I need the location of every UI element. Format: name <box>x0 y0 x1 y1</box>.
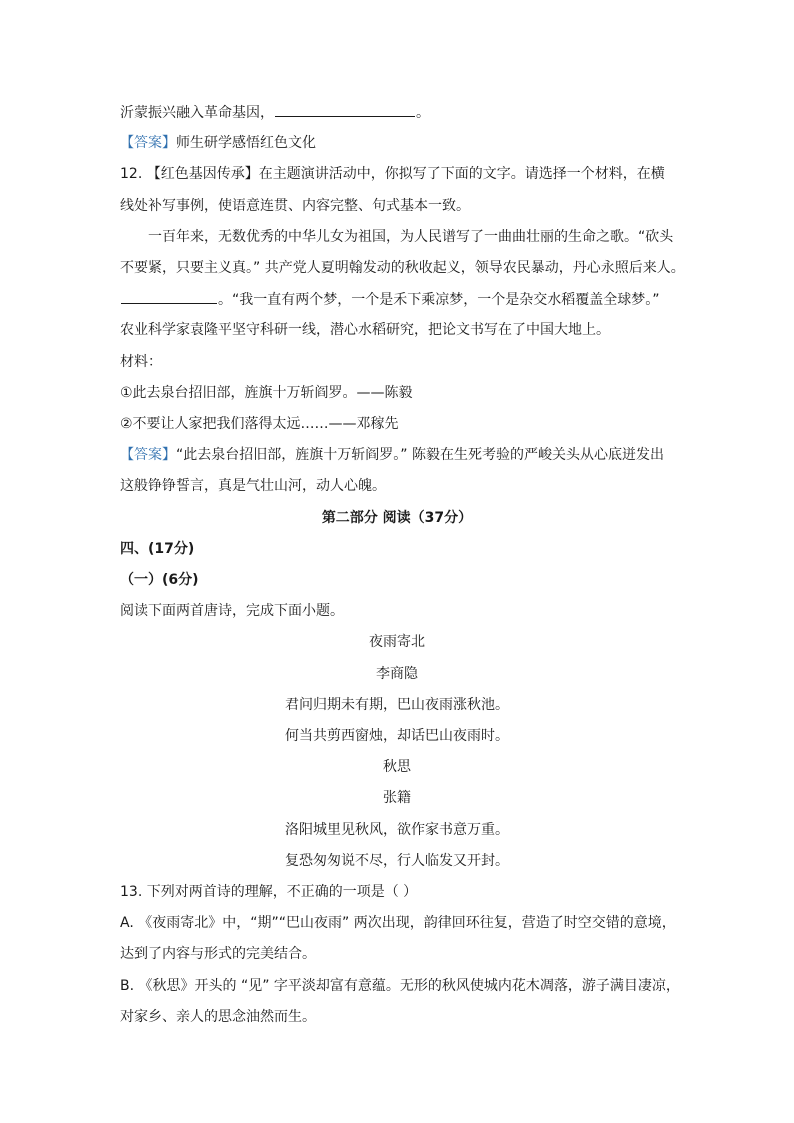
q11-answer-blank <box>275 102 415 117</box>
q12-answer-text-1: “此去泉台招旧部，旌旗十万斩阎罗。” 陈毅在生死考验的严峻关头从心底迸发出 <box>176 447 664 463</box>
q12-para-line3 <box>120 289 690 310</box>
q12-para-line1: 一百年来，无数优秀的中华儿女为祖国，为人民谱写了一曲曲壮丽的生命之歌。“砍头 <box>148 229 674 245</box>
q11-tail-line <box>120 102 690 123</box>
poem1-line1: 君问归期未有期，巴山夜雨涨秋池。 <box>285 697 509 713</box>
poem2-title: 秋思 <box>383 759 411 775</box>
poem2-author: 张籍 <box>383 790 411 806</box>
part2-title: 第二部分 阅读（37分） <box>321 510 473 526</box>
q11-answer-tag: 【答案】 <box>120 135 176 151</box>
section-4-heading: 四、(17分) <box>120 541 195 557</box>
q13-option-a-line2: 达到了内容与形式的完美结合。 <box>120 946 316 962</box>
subsection-1-heading: （一）(6分) <box>120 572 199 588</box>
poem1-line2: 何当共剪西窗烛，却话巴山夜雨时。 <box>285 728 509 744</box>
q12-materials-label: 材料： <box>120 354 162 370</box>
reading-instruction: 阅读下面两首唐诗，完成下面小题。 <box>120 603 344 619</box>
q12-fill-blank <box>121 289 217 304</box>
q12-answer-line2: 这般铮铮誓言，真是气壮山河，动人心魄。 <box>120 478 386 494</box>
q12-material-2: ②不要让人家把我们落得太远……——邓稼先 <box>120 416 399 432</box>
q12-para-line4: 农业科学家袁隆平坚守科研一线，潜心水稻研究，把论文书写在了中国大地上。 <box>120 322 610 338</box>
q11-tail-text: 沂蒙振兴融入革命基因， <box>120 105 274 121</box>
q12-para-line2: 不要紧，只要主义真。” 共产党人夏明翰发动的秋收起义，领导农民暴动，丹心永照后来人。 <box>120 260 685 276</box>
poem2-line2: 复恐匆匆说不尽，行人临发又开封。 <box>285 853 509 869</box>
q12-material-1: ①此去泉台招旧部，旌旗十万斩阎罗。——陈毅 <box>120 385 413 401</box>
q11-answer <box>120 133 690 153</box>
q11-tail-end: 。 <box>416 105 430 121</box>
q13-option-a-line1: A. 《夜雨寄北》中，“期”“巴山夜雨” 两次出现，韵律回环往复，营造了时空交错的意境， <box>120 915 676 931</box>
q12-prompt-line2: 线处补写事例，使语意连贯、内容完整、句式基本一致。 <box>120 198 470 214</box>
q11-answer-text: 师生研学感悟红色文化 <box>176 135 316 151</box>
q12-prompt-line1: 12. 【红色基因传承】在主题演讲活动中，你拟写了下面的文字。请选择一个材料，在横 <box>120 166 665 182</box>
poem2-line1: 洛阳城里见秋风，欲作家书意万重。 <box>285 822 509 838</box>
q12-answer-tag: 【答案】 <box>120 447 176 463</box>
q13-stem: 13. 下列对两首诗的理解，不正确的一项是（ ） <box>120 884 418 900</box>
q12-para-line3-text: 。“我一直有两个梦，一个是禾下乘凉梦，一个是杂交水稻覆盖全球梦。” <box>218 292 660 308</box>
poem1-title: 夜雨寄北 <box>369 634 425 650</box>
poem1-author: 李商隐 <box>376 666 418 682</box>
q12-answer-line1 <box>120 445 690 465</box>
q13-option-b-line1: B. 《秋思》开头的 “见” 字平淡却富有意蕴。无形的秋风使城内花木凋落，游子满目凄凉， <box>120 978 680 994</box>
q13-option-b-line2: 对家乡、亲人的思念油然而生。 <box>120 1009 316 1025</box>
